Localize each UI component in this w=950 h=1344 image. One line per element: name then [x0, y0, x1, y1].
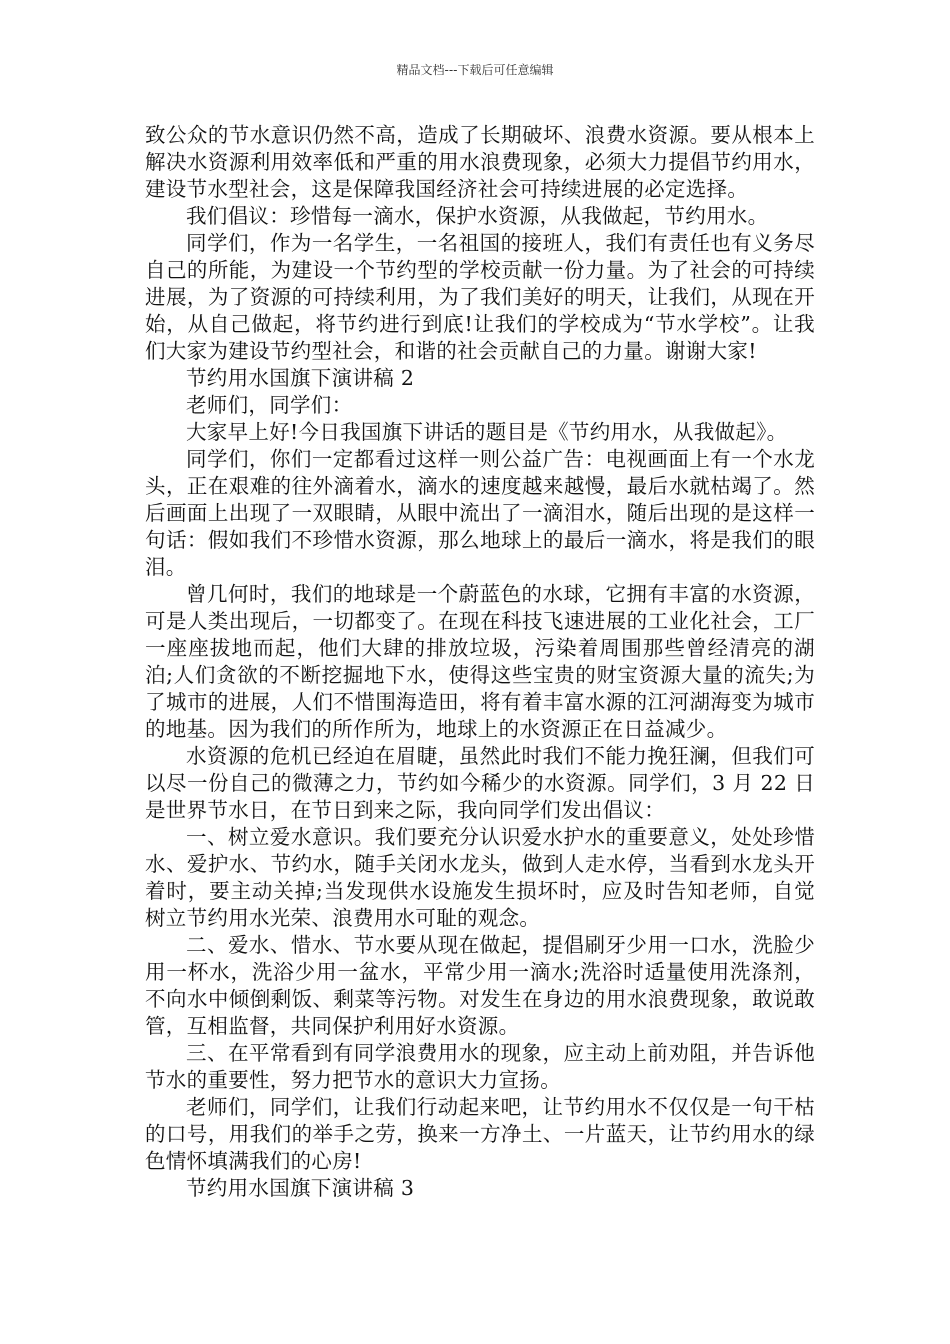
section-title: 节约用水国旗下演讲稿 2	[186, 366, 415, 390]
paragraph: 我们倡议：珍惜每一滴水，保护水资源，从我做起，节约用水。	[186, 204, 769, 228]
document-body	[145, 122, 815, 1202]
paragraph: 二、爱水、惜水、节水要从现在做起，提倡刷牙少用一口水，洗脸少用一杯水，洗浴少用一盆水，平常少用一滴水;洗浴时适量使用洗涤剂，不向水中倾倒剩饭、剩菜等污物。对发生在身边的用水浪费现象，敢说敢管，互相监督，共同保护利用好水资源。	[145, 933, 815, 1038]
paragraph: 致公众的节水意识仍然不高，造成了长期破坏、浪费水资源。要从根本上解决水资源利用效率低和严重的用水浪费现象，必须大力提倡节约用水，建设节水型社会，这是保障我国经济社会可持续进展的必定选择。	[145, 123, 815, 201]
paragraph: 同学们，作为一名学生，一名祖国的接班人，我们有责任也有义务尽自己的所能，为建设一个节约型的学校贡献一份力量。为了社会的可持续进展，为了资源的可持续利用，为了我们美好的明天，让我们，从现在开始，从自己做起，将节约进行到底!让我们的学校成为“节水学校”。让我们大家为建设节约型社会，和谐的社会贡献自己的力量。谢谢大家!	[145, 231, 815, 363]
paragraph: 大家早上好!今日我国旗下讲话的题目是《节约用水，从我做起》。	[186, 420, 788, 444]
paragraph: 一、树立爱水意识。我们要充分认识爱水护水的重要意义，处处珍惜水、爱护水、节约水，随手关闭水龙头，做到人走水停，当看到水龙头开着时，要主动关掉;当发现供水设施发生损坏时，应及时告知老师，自觉树立节约用水光荣、浪费用水可耻的观念。	[145, 825, 815, 930]
paragraph: 曾几何时，我们的地球是一个蔚蓝色的水球，它拥有丰富的水资源，可是人类出现后，一切都变了。在现在科技飞速进展的工业化社会，工厂一座座拔地而起，他们大肆的排放垃圾，污染着周围那些曾经清亮的湖泊;人们贪欲的不断挖掘地下水，使得这些宝贵的财宝资源大量的流失;为了城市的进展，人们不惜围海造田，将有着丰富水源的江河湖海变为城市的地基。因为我们的所作所为，地球上的水资源正在日益减少。	[145, 582, 815, 741]
paragraph: 老师们，同学们，让我们行动起来吧，让节约用水不仅仅是一句干枯的口号，用我们的举手之劳，换来一方净土、一片蓝天，让节约用水的绿色情怀填满我们的心房!	[145, 1095, 815, 1173]
paragraph: 水资源的危机已经迫在眉睫，虽然此时我们不能力挽狂澜，但我们可以尽一份自己的微薄之力，节约如今稀少的水资源。同学们，3 月 22 日是世界节水日，在节日到来之际，我向同学们发出倡议：	[145, 744, 815, 822]
salutation: 老师们，同学们：	[186, 393, 353, 417]
paragraph: 三、在平常看到有同学浪费用水的现象，应主动上前劝阻，并告诉他节水的重要性，努力把节水的意识大力宣扬。	[145, 1041, 815, 1092]
page-header: 精品文档---下载后可任意编辑	[396, 63, 554, 77]
section-title: 节约用水国旗下演讲稿 3	[186, 1176, 415, 1200]
paragraph: 同学们，你们一定都看过这样一则公益广告：电视画面上有一个水龙头，正在艰难的往外滴着水，滴水的速度越来越慢，最后水就枯竭了。然后画面上出现了一双眼睛，从眼中流出了一滴泪水，随后出现的是这样一句话：假如我们不珍惜水资源，那么地球上的最后一滴水，将是我们的眼泪。	[145, 447, 815, 579]
